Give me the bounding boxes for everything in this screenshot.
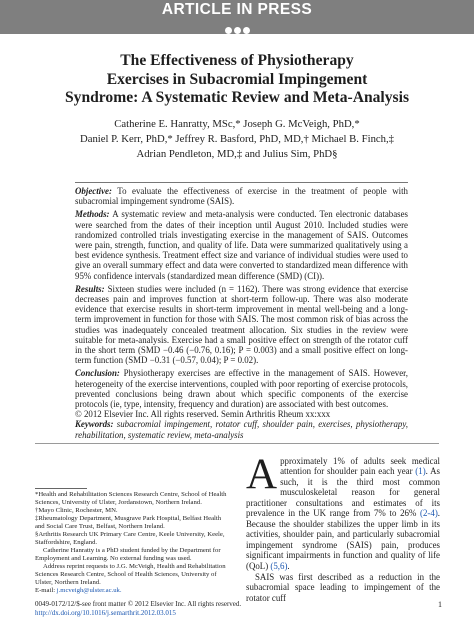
author-line: Catherine E. Hanratty, MSc,* Joseph G. McVeigh, PhD,* <box>114 118 360 130</box>
abstract-results <box>75 281 408 366</box>
abstract-keywords <box>75 419 408 439</box>
publication-footer <box>35 600 245 618</box>
abstract-conclusion <box>75 365 408 409</box>
issn-line: 0049-0172/12/$-see front matter © 2012 Elsevier Inc. All rights reserved. <box>35 600 242 608</box>
intro-text: . <box>287 560 290 571</box>
footnote-rule <box>35 488 87 489</box>
funding-note: Catherine Hanratty is a PhD student funded by the Department for Employment and Learning. No external funding was used. <box>35 547 221 562</box>
footnote: §Arthritis Research UK Primary Care Centre, Keele University, Keele, Staffordshire, England. <box>35 531 225 546</box>
banner-dot <box>225 27 232 34</box>
doi-link[interactable]: http://dx.doi.org/10.1016/j.semarthrit.2012.03.015 <box>35 608 176 617</box>
intro-text: pproximately 1% of adults seek medical attention for shoulder pain each year <box>280 456 440 477</box>
intro-text: . Because the shoulder stabilizes the upper limb in its activities, shoulder pain, and particularly subacromial impingement syndrome (SAIS) pain, produces significant impairments in function and quality of life (QoL) <box>246 508 440 571</box>
title-line: The Effectiveness of Physiotherapy <box>120 52 354 69</box>
keywords-text: subacromial impingement, rotator cuff, shoulder pain, exercises, physiotherapy, rehabilitation, systematic review, meta-analysis <box>75 419 408 440</box>
abstract <box>75 182 408 440</box>
reprint-address: Address reprint requests to J.G. McVeigh, Health and Rehabilitation Sciences Research Centre, School of Health Sciences, University of Ulster, Northern Ireland. <box>35 563 226 586</box>
conclusion-text: Physiotherapy exercises are effective in the management of SAIS. However, heterogeneity of the exercise interventions, coupled with poor reporting of exercise protocols, prevented conclusions being drawn about which specific components of the exercise protocols (ie, type, intensity, frequency and duration) are associated with best outcomes. <box>75 368 408 410</box>
banner-dot <box>234 27 241 34</box>
objective-label: Objective: <box>75 186 112 196</box>
footnote: †Mayo Clinic, Rochester, MN. <box>35 507 118 514</box>
introduction-text <box>246 451 440 603</box>
results-label: Results: <box>75 283 105 294</box>
citation-link[interactable]: (5,6) <box>270 560 288 571</box>
intro-paragraph <box>246 451 440 571</box>
second-paragraph: SAIS was first described as a reduction in the subacromial space leading to impingement of the rotator cuff <box>246 571 440 603</box>
methods-label: Methods: <box>75 209 110 220</box>
footnote: *Health and Rehabilitation Sciences Research Centre, School of Health Sciences, University of Ulster, Jordanstown, Northern Ireland. <box>35 491 227 506</box>
methods-text: A systematic review and meta-analysis were conducted. Ten electronic databases were searched from the dates of their inception until August 2010. Included studies were randomized controlled trials investigating exercise in the management of SAIS. Outcomes were pain, strength, function, and quality of life. Data were summarized qualitatively using a best evidence synthesis. Treatment effect size and variance of individual studies were used to give an overall summary effect and data were converted to standardized mean difference with 95% confidence intervals (standardized mean difference (SMD) (CI)). <box>75 209 408 281</box>
affiliation-footnotes <box>35 488 227 595</box>
keywords-label: Keywords: <box>75 419 114 430</box>
article-in-press-banner <box>0 0 474 34</box>
title-line: Syndrome: A Systematic Review and Meta-Analysis <box>64 89 410 106</box>
author-line: Adrian Pendleton, MD,‡ and Julius Sim, PhD§ <box>136 147 338 160</box>
citation-link[interactable]: (1) <box>415 466 426 477</box>
results-text: Sixteen studies were included (n = 1162). There was strong evidence that exercise decreases pain and improves function at short-term follow-up. There was also moderate evidence that exercise results in short-term improvement in mental well-being and a long-term improvement in function for those with SAIS. The most common risk of bias across the studies was inadequately concealed treatment allocation. Six studies in the review were suitable for meta-analysis. Exercise had a small positive effect on strength of the rotator cuff in the short term (SMD −0.46 (−0.76, 0.16); P = 0.003) and a small positive effect on long-term function (SMD −0.31 (−0.57, 0.04); P = 0.02). <box>75 283 408 366</box>
author-list <box>40 117 434 161</box>
drop-cap: A <box>246 451 278 498</box>
page-number: 1 <box>438 600 442 609</box>
title-line: Exercises in Subacromial Impingement <box>106 70 368 88</box>
citation-link[interactable]: (2-4) <box>420 508 438 519</box>
author-line: Daniel P. Kerr, PhD,* Jeffrey R. Basford, PhD, MD,† Michael B. Finch,‡ <box>79 132 395 145</box>
section-divider <box>35 443 439 444</box>
abstract-methods <box>75 206 408 280</box>
intro-text: . As such, it is the third most common musculoskeletal reason for general practitioner consultations and estimates of its prevalence in the UK range from 7% to 26% <box>246 466 440 519</box>
banner-dots <box>0 21 474 31</box>
email-line <box>35 587 227 595</box>
footnote: ‡Rheumatology Department, Musgrave Park Hospital, Belfast Health and Social Care Trust, Belfast, Northern Ireland. <box>35 515 222 530</box>
abstract-objective <box>75 183 408 206</box>
conclusion-label: Conclusion: <box>75 368 120 379</box>
copyright-line: © 2012 Elsevier Inc. All rights reserved. Semin Arthritis Rheum xx:xxx <box>75 409 331 420</box>
objective-text: To evaluate the effectiveness of exercise in the treatment of people with subacromial impingement syndrome (SAIS). <box>75 186 408 207</box>
email-label: E-mail: <box>35 587 57 594</box>
banner-title: ARTICLE IN PRESS <box>161 1 313 18</box>
article-title <box>40 52 434 108</box>
banner-dot <box>243 27 250 34</box>
email-link[interactable]: j.mcveigh@ulster.ac.uk. <box>56 587 122 594</box>
